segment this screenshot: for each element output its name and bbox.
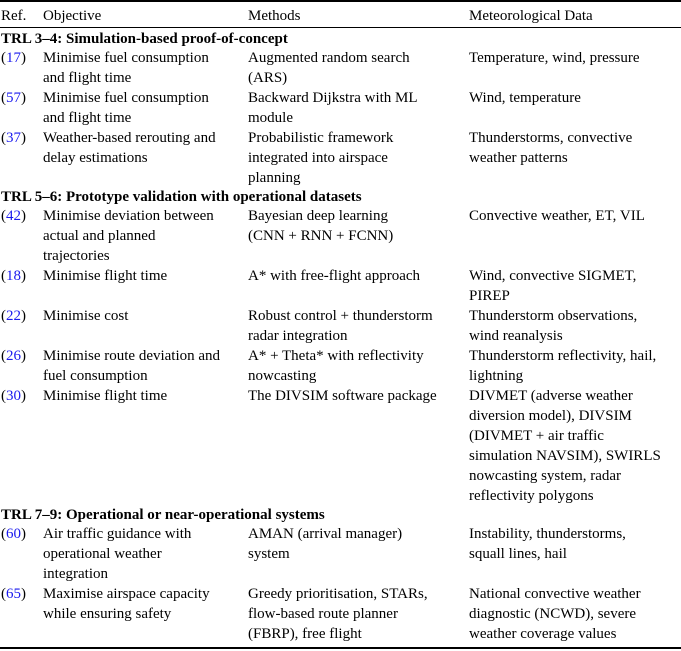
- meteorological-data-cell-line: lightning: [469, 368, 524, 384]
- methods-cell-line: flow-based route planner: [248, 606, 398, 622]
- meteorological-data-cell-line: Wind, temperature: [469, 90, 581, 106]
- meteorological-data-cell-line: squall lines, hail: [469, 546, 567, 562]
- methods-cell-line: Bayesian deep learning: [248, 208, 388, 224]
- meteorological-data-cell-line: diagnostic (NCWD), severe: [469, 606, 637, 622]
- methods-cell-line: AMAN (arrival manager): [248, 526, 403, 542]
- objective-cell: [43, 206, 214, 266]
- meteorological-data-cell-line: DIVMET (adverse weather: [469, 388, 633, 404]
- objective-cell: [43, 128, 216, 168]
- section-title: TRL 5–6: Prototype validation with operational datasets: [1, 189, 362, 205]
- header-methods: Methods: [248, 8, 301, 24]
- objective-cell-line: Minimise route deviation and: [43, 348, 221, 364]
- objective-cell-line: actual and planned: [43, 228, 156, 244]
- meteorological-data-cell-line: nowcasting system, radar: [469, 468, 622, 484]
- methods-cell-line: The DIVSIM software package: [248, 388, 437, 404]
- meteorological-data-cell: [469, 386, 661, 506]
- meteorological-data-cell: [469, 346, 656, 386]
- reference-link[interactable]: (17): [1, 50, 26, 66]
- reference-number[interactable]: 42: [6, 208, 21, 224]
- methods-cell-line: Augmented random search: [248, 50, 410, 66]
- meteorological-data-cell: [469, 128, 632, 168]
- meteorological-data-cell-line: Wind, convective SIGMET,: [469, 268, 637, 284]
- meteorological-data-cell: [469, 88, 581, 108]
- objective-cell-line: Minimise flight time: [43, 268, 168, 284]
- reference-number[interactable]: 65: [6, 586, 21, 602]
- reference-link[interactable]: (60): [1, 526, 26, 542]
- methods-cell-line: integrated into airspace: [248, 150, 388, 166]
- meteorological-data-cell-line: reflectivity polygons: [469, 488, 594, 504]
- reference-number[interactable]: 22: [6, 308, 21, 324]
- meteorological-data-cell: [469, 524, 626, 564]
- methods-cell: [248, 584, 428, 644]
- methods-cell-line: (CNN + RNN + FCNN): [248, 228, 394, 244]
- objective-cell: [43, 266, 167, 286]
- reference-link[interactable]: (30): [1, 388, 26, 404]
- objective-cell-line: Minimise fuel consumption: [43, 90, 209, 106]
- objective-cell-line: Weather-based rerouting and: [43, 130, 216, 146]
- meteorological-data-cell-line: Thunderstorm reflectivity, hail,: [469, 348, 657, 364]
- methods-cell-line: A* + Theta* with reflectivity: [248, 348, 424, 364]
- reference-link[interactable]: (18): [1, 268, 26, 284]
- reference-link[interactable]: (65): [1, 586, 26, 602]
- section-title: TRL 7–9: Operational or near-operational systems: [1, 507, 325, 523]
- objective-cell-line: Air traffic guidance with: [43, 526, 192, 542]
- objective-cell-line: Minimise flight time: [43, 388, 168, 404]
- objective-cell: [43, 386, 167, 406]
- reference-link[interactable]: (42): [1, 208, 26, 224]
- methods-cell-line: Robust control + thunderstorm: [248, 308, 433, 324]
- methods-cell-line: system: [248, 546, 290, 562]
- meteorological-data-cell-line: Thunderstorms, convective: [469, 130, 633, 146]
- methods-cell-line: A* with free-flight approach: [248, 268, 421, 284]
- meteorological-data-cell-line: Thunderstorm observations,: [469, 308, 638, 324]
- methods-cell-line: module: [248, 110, 293, 126]
- methods-cell: [248, 128, 393, 188]
- meteorological-data-cell-line: simulation NAVSIM), SWIRLS: [469, 448, 661, 464]
- reference-link[interactable]: (57): [1, 90, 26, 106]
- meteorological-data-cell-line: (DIVMET + air traffic: [469, 428, 604, 444]
- meteorological-data-cell-line: Instability, thunderstorms,: [469, 526, 626, 542]
- reference-number[interactable]: 30: [6, 388, 21, 404]
- methods-cell-line: nowcasting: [248, 368, 317, 384]
- meteorological-data-cell-line: wind reanalysis: [469, 328, 563, 344]
- methods-cell-line: Probabilistic framework: [248, 130, 394, 146]
- meteorological-data-cell-line: weather patterns: [469, 150, 568, 166]
- objective-cell-line: trajectories: [43, 248, 110, 264]
- methods-cell: [248, 386, 437, 406]
- methods-cell: [248, 266, 420, 286]
- meteorological-data-cell-line: PIREP: [469, 288, 510, 304]
- reference-number[interactable]: 17: [6, 50, 21, 66]
- methods-cell-line: planning: [248, 170, 301, 186]
- objective-cell-line: Minimise cost: [43, 308, 129, 324]
- meteorological-data-cell: [469, 48, 640, 68]
- methods-cell: [248, 306, 433, 346]
- objective-cell: [43, 88, 209, 128]
- objective-cell-line: fuel consumption: [43, 368, 148, 384]
- methods-cell-line: (ARS): [248, 70, 288, 86]
- objective-cell-line: while ensuring safety: [43, 606, 172, 622]
- header-ref: Ref.: [1, 8, 27, 24]
- meteorological-data-cell: [469, 266, 636, 306]
- objective-cell: [43, 524, 191, 584]
- section-title: TRL 3–4: Simulation-based proof-of-concept: [1, 31, 288, 47]
- methods-cell: [248, 48, 410, 88]
- header-rule: [0, 27, 681, 28]
- meteorological-data-cell-line: diversion model), DIVSIM: [469, 408, 632, 424]
- objective-cell-line: delay estimations: [43, 150, 148, 166]
- header-meteorological-data: Meteorological Data: [469, 8, 593, 24]
- meteorological-data-cell-line: Temperature, wind, pressure: [469, 50, 640, 66]
- methods-cell: [248, 206, 393, 246]
- methods-cell-line: Greedy prioritisation, STARs,: [248, 586, 428, 602]
- methods-cell-line: radar integration: [248, 328, 348, 344]
- meteorological-data-cell-line: National convective weather: [469, 586, 641, 602]
- methods-cell: [248, 88, 418, 128]
- reference-number[interactable]: 37: [6, 130, 21, 146]
- objective-cell-line: and flight time: [43, 70, 132, 86]
- meteorological-data-cell: [469, 306, 637, 346]
- objective-cell-line: Minimise deviation between: [43, 208, 214, 224]
- objective-cell-line: operational weather: [43, 546, 162, 562]
- reference-link[interactable]: (37): [1, 130, 26, 146]
- methods-cell-line: Backward Dijkstra with ML: [248, 90, 418, 106]
- reference-link[interactable]: (22): [1, 308, 26, 324]
- header-objective: Objective: [43, 8, 102, 24]
- reference-number[interactable]: 18: [6, 268, 21, 284]
- methods-cell: [248, 346, 424, 386]
- objective-cell-line: Maximise airspace capacity: [43, 586, 210, 602]
- objective-cell: [43, 584, 210, 624]
- reference-number[interactable]: 60: [6, 526, 21, 542]
- objective-cell-line: and flight time: [43, 110, 132, 126]
- methods-cell-line: (FBRP), free flight: [248, 626, 362, 642]
- table-bottom-rule: [0, 647, 681, 649]
- meteorological-data-cell: [469, 206, 645, 226]
- methods-cell: [248, 524, 402, 564]
- table-top-rule: [0, 0, 681, 2]
- objective-cell: [43, 346, 220, 386]
- objective-cell-line: Minimise fuel consumption: [43, 50, 209, 66]
- reference-number[interactable]: 57: [6, 90, 21, 106]
- reference-number[interactable]: 26: [6, 348, 21, 364]
- reference-link[interactable]: (26): [1, 348, 26, 364]
- meteorological-data-cell: [469, 584, 641, 644]
- objective-cell: [43, 306, 128, 326]
- objective-cell-line: integration: [43, 566, 108, 582]
- meteorological-data-cell-line: weather coverage values: [469, 626, 617, 642]
- meteorological-data-cell-line: Convective weather, ET, VIL: [469, 208, 645, 224]
- objective-cell: [43, 48, 209, 88]
